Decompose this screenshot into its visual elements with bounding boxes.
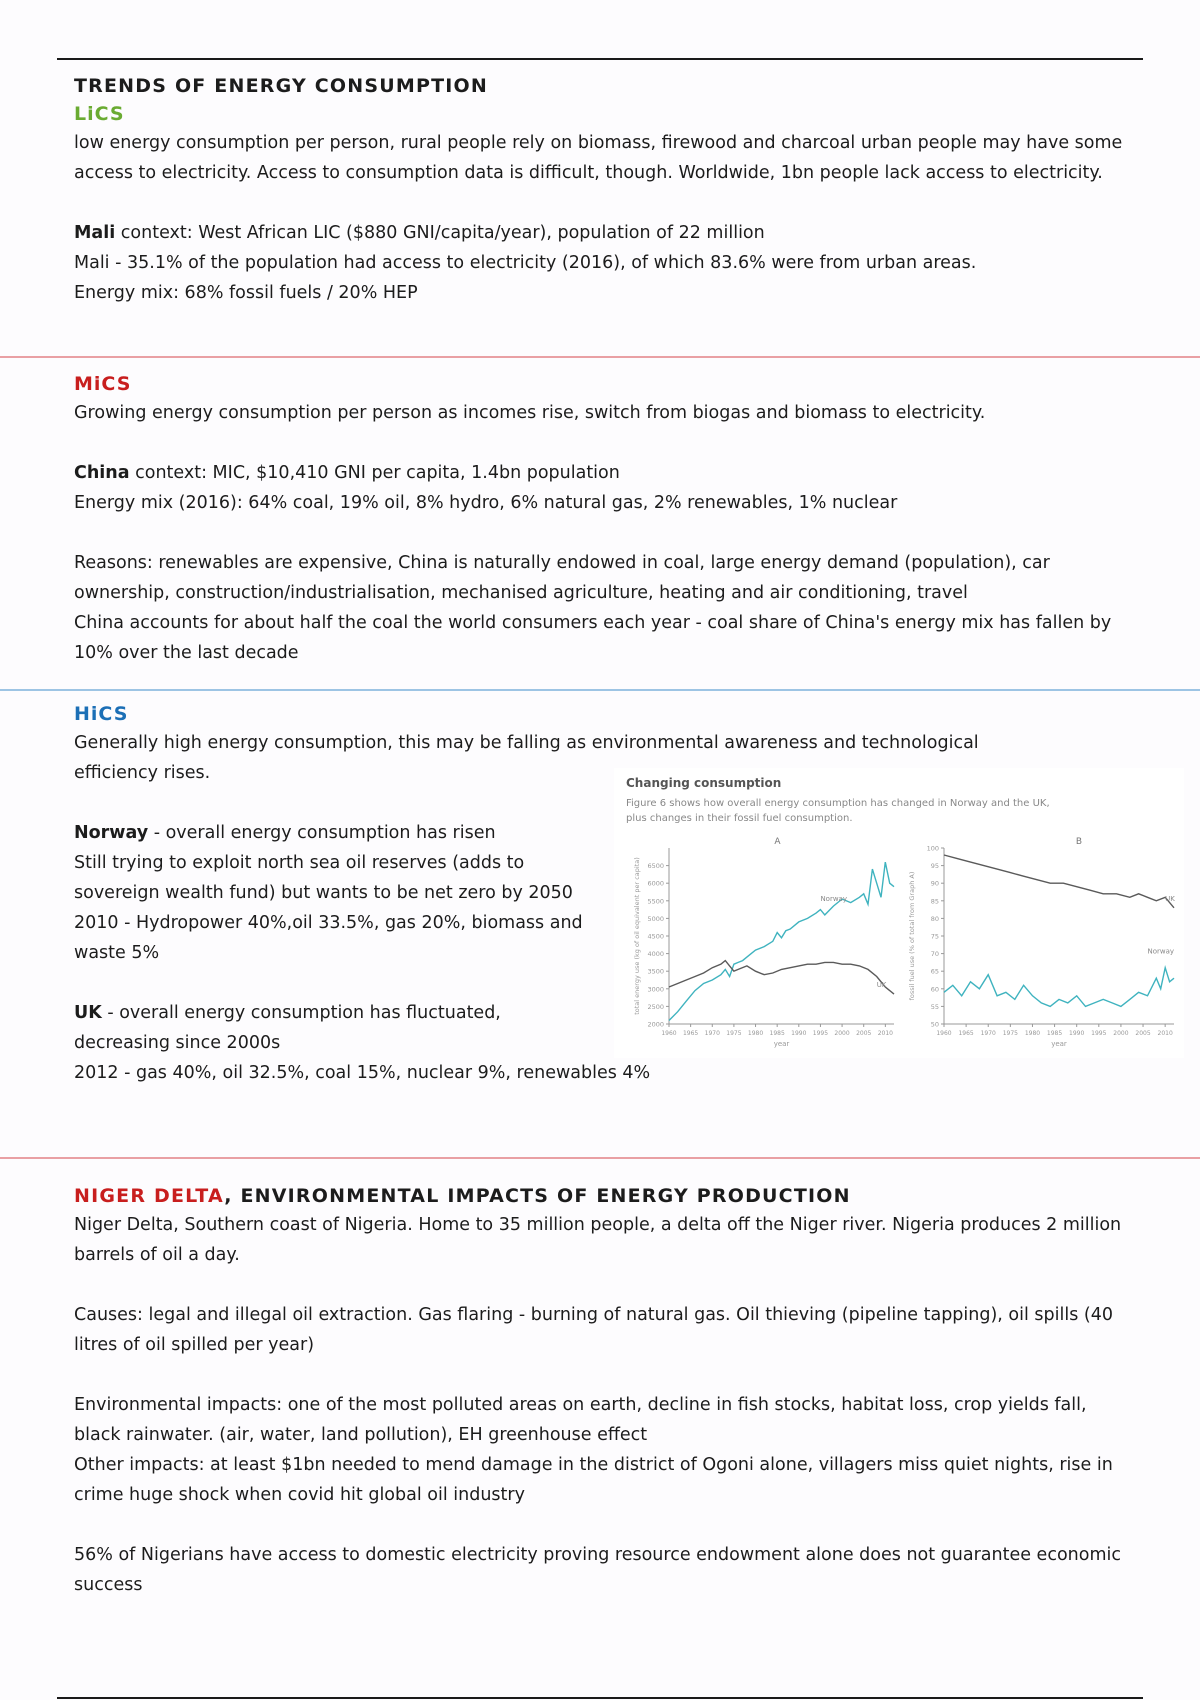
changing-consumption-figure <box>614 768 1184 1058</box>
china-context-text: context: MIC, $10,410 GNI per capita, 1.4bn population <box>129 463 620 483</box>
panel-B-y-label: fossil fuel use (% of total from Graph A) <box>908 871 916 1001</box>
panel-A-x-tick-label: 2000 <box>834 1030 850 1037</box>
panel-A-letter: A <box>774 837 781 847</box>
panel-B-x-tick-label: 1990 <box>1069 1030 1085 1037</box>
lics-heading: LiCS <box>74 103 125 125</box>
panel-B-y-tick-label: 65 <box>930 967 939 976</box>
panel-A-x-label: year <box>773 1040 790 1048</box>
mali-name: Mali <box>74 223 116 243</box>
panel-A-x-tick-label: 1985 <box>769 1030 785 1037</box>
mali-context-text: context: West African LIC ($880 GNI/capita/year), population of 22 million <box>115 223 765 243</box>
panel-B-y-tick-label: 60 <box>930 985 939 994</box>
panel-B-x-tick-label: 2010 <box>1157 1030 1173 1037</box>
uk-name: UK <box>74 1003 102 1023</box>
niger-title-red: NIGER DELTA <box>74 1185 225 1207</box>
panel-A-x-tick-label: 1970 <box>704 1030 720 1037</box>
panel-B-x-tick-label: 1975 <box>1002 1030 1018 1037</box>
panel-A-y-tick-label: 6500 <box>647 862 664 871</box>
panel-A-y-tick-label: 2000 <box>647 1020 664 1029</box>
panel-B-y-tick-label: 85 <box>930 897 939 906</box>
mali-access: Mali - 35.1% of the population had access to electricity (2016), of which 83.6% were from urban areas. <box>74 253 977 273</box>
panel-A-x-tick-label: 2010 <box>877 1030 893 1037</box>
panel-A-x-tick-label: 1960 <box>661 1030 677 1037</box>
panel-B-x-tick-label: 1985 <box>1046 1030 1063 1037</box>
panel-A-y-tick-label: 2500 <box>647 1002 664 1011</box>
uk-text-1: - overall energy consumption has fluctuated, decreasing since 2000s <box>74 1003 501 1053</box>
panel-B-series-label-uk: UK <box>1165 894 1175 903</box>
divider-lics-mics <box>0 356 1200 358</box>
norway-name: Norway <box>74 823 149 843</box>
panel-B-series-label-norway: Norway <box>1147 947 1175 956</box>
panel-B-x-tick-label: 1995 <box>1091 1030 1107 1037</box>
panel-B-series-norway <box>944 968 1174 1007</box>
panel-A-y-tick-label: 4000 <box>647 950 664 959</box>
panel-B-y-tick-label: 100 <box>926 844 939 853</box>
panel-B-x-tick-label: 2005 <box>1135 1030 1151 1037</box>
panel-A-x-tick-label: 1995 <box>812 1030 829 1037</box>
niger-p1: Niger Delta, Southern coast of Nigeria. Home to 35 million people, a delta off the Niger river. Nigeria produces 2 million barrels of oil a day. <box>74 1215 1122 1265</box>
panel-A-y-tick-label: 3500 <box>647 967 664 976</box>
niger-title-rest: , ENVIRONMENTAL IMPACTS OF ENERGY PRODUCTION <box>224 1185 851 1207</box>
lics-section <box>74 72 1134 308</box>
niger-p3: Environmental impacts: one of the most polluted areas on earth, decline in fish stocks, habitat loss, crop yields fall, black rainwater. (air, water, land pollution), EH greenhouse effect <box>74 1395 1087 1445</box>
panel-A-y-tick-label: 3000 <box>647 985 664 994</box>
niger-p2: Causes: legal and illegal oil extraction. Gas flaring - burning of natural gas. Oil thieving (pipeline tapping), oil spills (40 litres of oil spilled per year) <box>74 1305 1114 1355</box>
divider-mics-hics <box>0 689 1200 691</box>
panel-A-x-tick-label: 1975 <box>726 1030 742 1037</box>
panel-B-y-tick-label: 90 <box>930 879 939 888</box>
chart-caption: Figure 6 shows how overall energy consumption has changed in Norway and the UK, plus changes in their fossil fuel consumption. <box>626 798 1050 824</box>
china-name: China <box>74 463 130 483</box>
panel-B-y-tick-label: 95 <box>930 862 939 871</box>
panel-A-y-tick-label: 5000 <box>647 914 664 923</box>
panel-B-x-label: year <box>1051 1040 1067 1048</box>
panel-A-x-tick-label: 2005 <box>856 1030 872 1037</box>
china-coal: China accounts for about half the coal the world consumers each year - coal share of China's energy mix has fallen by 10% over the last decade <box>74 613 1112 663</box>
hics-intro: Generally high energy consumption, this may be falling as environmental awareness and technological efficiency rises. <box>74 733 979 783</box>
panel-A-y-tick-label: 4500 <box>647 932 664 941</box>
norway-line-2: Still trying to exploit north sea oil reserves (adds to sovereign wealth fund) but wants to be net zero by 2050 <box>74 853 573 903</box>
panel-B-letter: B <box>1075 837 1083 847</box>
panel-B-x-tick-label: 1960 <box>936 1030 952 1037</box>
panel-A-series-norway <box>669 862 894 1020</box>
lics-intro: low energy consumption per person, rural people rely on biomass, firewood and charcoal urban people may have some access to electricity. Access to consumption data is difficult, though. Worldwide, 1bn people lack access to electricity. <box>74 133 1123 183</box>
page-title: TRENDS OF ENERGY CONSUMPTION <box>74 75 488 97</box>
mali-context <box>74 218 1134 248</box>
chart-title: Changing consumption <box>626 776 782 790</box>
uk-line-2: 2012 - gas 40%, oil 32.5%, coal 15%, nuclear 9%, renewables 4% <box>74 1063 651 1083</box>
top-rule <box>57 58 1143 60</box>
norway-line-3: 2010 - Hydropower 40%,oil 33.5%, gas 20%, biomass and waste 5% <box>74 913 583 963</box>
niger-p4: Other impacts: at least $1bn needed to mend damage in the district of Ogoni alone, villagers miss quiet nights, rise in crime huge shock when covid hit global oil industry <box>74 1455 1113 1505</box>
norway-line-1 <box>74 818 604 848</box>
china-mix: Energy mix (2016): 64% coal, 19% oil, 8% hydro, 6% natural gas, 2% renewables, 1% nuclear <box>74 493 898 513</box>
niger-section <box>74 1182 1134 1600</box>
panel-B-y-tick-label: 55 <box>930 1002 939 1011</box>
panel-A-y-tick-label: 6000 <box>647 879 664 888</box>
china-reasons: Reasons: renewables are expensive, China is naturally endowed in coal, large energy demand (population), car ownership, construction/industrialisation, mechanised agriculture, heating and air conditioning, travel <box>74 553 1050 603</box>
mali-mix: Energy mix: 68% fossil fuels / 20% HEP <box>74 283 418 303</box>
panel-B-x-tick-label: 1980 <box>1024 1030 1041 1037</box>
panel-B-x-tick-label: 1965 <box>958 1030 974 1037</box>
bottom-rule <box>57 1697 1143 1699</box>
mics-section <box>74 370 1134 668</box>
panel-A-x-tick-label: 1990 <box>791 1030 807 1037</box>
uk-line-1 <box>74 998 554 1058</box>
panel-A-series-uk <box>669 961 894 995</box>
niger-title <box>74 1182 1134 1210</box>
norway-text-1: - overall energy consumption has risen <box>148 823 496 843</box>
niger-p5: 56% of Nigerians have access to domestic electricity proving resource endowment alone does not guarantee economic success <box>74 1545 1121 1595</box>
panel-B-y-tick-label: 75 <box>930 932 939 941</box>
hics-heading: HiCS <box>74 703 129 725</box>
panel-B-x-tick-label: 1970 <box>980 1030 996 1037</box>
chart-svg <box>614 768 1184 1058</box>
panel-B-series-uk <box>944 855 1174 908</box>
divider-hics-niger <box>0 1157 1200 1159</box>
panel-B-y-tick-label: 50 <box>930 1020 939 1029</box>
panel-B-x-tick-label: 2000 <box>1113 1030 1129 1037</box>
panel-A-x-tick-label: 1965 <box>682 1030 699 1037</box>
china-context <box>74 458 1134 488</box>
panel-A-series-label-norway: Norway <box>820 894 848 903</box>
panel-A-y-label: total energy use (kg of oil equivalent per capita) <box>633 857 641 1015</box>
panel-A-y-tick-label: 5500 <box>647 897 664 906</box>
panel-B-y-tick-label: 70 <box>930 950 939 959</box>
panel-A-x-tick-label: 1980 <box>747 1030 764 1037</box>
panel-A-series-label-uk: UK <box>876 981 887 990</box>
mics-heading: MiCS <box>74 373 132 395</box>
panel-B-y-tick-label: 80 <box>930 914 939 923</box>
mics-intro: Growing energy consumption per person as incomes rise, switch from biogas and biomass to electricity. <box>74 403 986 423</box>
